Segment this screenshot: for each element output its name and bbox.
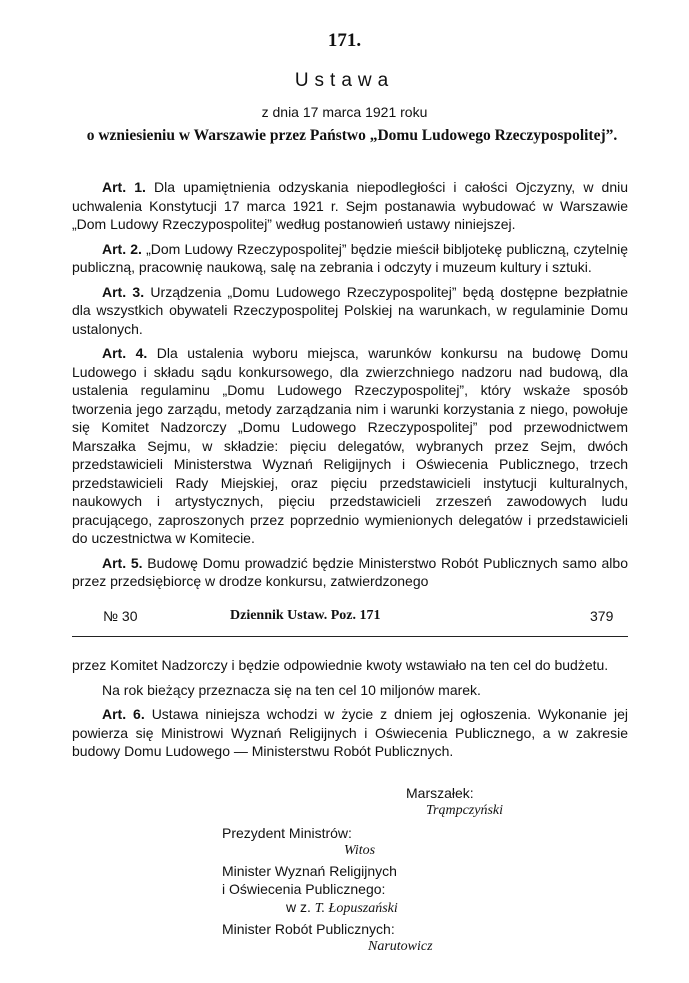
works-minister-signature <box>222 920 433 956</box>
article-4 <box>72 344 628 548</box>
article-3 <box>72 283 628 339</box>
religion-minister-signature <box>222 862 398 918</box>
pm-title: Prezydent Ministrów: <box>222 825 352 841</box>
article-text: Dla upamiętnienia odzyskania niepodległości i całości Ojczyzny, w dniu uchwalenia Konstytucji 17 marca 1921 r. Sejm postanawia wybudować w Warszawie „Dom Ludowy Rzeczypospolitej” według postanowień ustawy niniejszej. <box>72 179 629 232</box>
article-1 <box>72 178 628 234</box>
article-6 <box>72 705 628 761</box>
document-date: z dnia 17 marca 1921 roku <box>261 104 428 120</box>
issue-number: № 30 <box>103 608 138 624</box>
article-text: Dla ustalenia wyboru miejsca, warunków konkursu na budowę Domu Ludowego i składu sądu konkursowego, dla zwierzchniego nadzoru nad budową, dla ustalenia regulaminu „Domu Ludowego Rzeczypospolitej”, który wskaże sposób tworzenia jego zarządu, metody zarządzania nim i warunki korzystania z niego, powołuje się Komitet Nadzorczy „Domu Ludowego Rzeczypospolitej” pod przewodnictwem Marszałka Sejmu, w składzie: pięciu delegatów, wybranych przez Sejm, dwóch przedstawicieli Ministerstwa Wyznań Religijnych i Oświecenia Publicznego, trzech przedstawicieli Rady Miejskiej, oraz pięciu przedstawicieli instytucji kulturalnych, naukowych i artystycznych, pięciu przedstawicieli zrzeszeń zawodowych ludu pracującego, zaproszonych przez poprzednio wymienionych delegatów i przedstawicieli do uczestnictwa w Komitecie. <box>72 345 629 546</box>
marshal-name: Trąmpczyński <box>426 803 503 818</box>
budget-text: Na rok bieżący przeznacza się na ten cel 10 miljonów marek. <box>102 681 481 698</box>
article-label: Art. 2. <box>102 240 142 257</box>
religion-name: T. Łopuszański <box>314 901 398 916</box>
marshal-signature <box>406 784 503 820</box>
religion-title-line-1: Minister Wyznań Religijnych <box>222 863 397 879</box>
religion-signature-line <box>222 898 398 918</box>
position-number: 171. <box>327 30 362 51</box>
article-label: Art. 6. <box>102 706 145 722</box>
article-text: Budowę Domu prowadzić będzie Ministerstwo Robót Publicznych samo albo przez przedsiębiorcę w drodze konkursu, zatwierdzonego <box>72 554 628 589</box>
article-label: Art. 1. <box>102 179 146 195</box>
articles-section <box>72 178 628 597</box>
continuation-text: przez Komitet Nadzorczy i będzie odpowiednie kwoty wstawiało na ten cel do budżetu. <box>72 657 609 673</box>
pm-signature <box>222 824 375 860</box>
works-title: Minister Robót Publicznych: <box>222 921 395 937</box>
footer-divider <box>72 636 628 637</box>
page-number: 379 <box>590 608 614 624</box>
journal-reference: Dziennik Ustaw. Poz. 171 <box>230 608 381 623</box>
works-name: Narutowicz <box>368 939 433 954</box>
document-subject: o wzniesieniu w Warszawie przez Państwo „Domu Ludowego Rzeczypospolitej”. <box>86 127 618 144</box>
article-label: Art. 4. <box>102 345 148 361</box>
article-text: Ustawa niniejsza wchodzi w życie z dniem jej ogłoszenia. Wykonanie jej powierza się Ministrowi Wyznań Religijnych i Oświecenia Publicznego, a w zakresie budowy Domu Ludowego — Ministerstwu Robót Publicznych. <box>72 706 628 759</box>
continuation-section <box>72 656 628 767</box>
article-text: Urządzenia „Domu Ludowego Rzeczypospolitej” będą dostępne bezpłatnie dla wszystkich obywateli Rzeczypospolitej Polskiej na warunkach, w regulaminie Domu ustalonych. <box>72 283 629 337</box>
religion-title-line-2: i Oświecenia Publicznego: <box>222 881 386 897</box>
page-footer <box>0 608 689 628</box>
article-label: Art. 5. <box>102 554 143 571</box>
pm-name: Witos <box>344 843 376 858</box>
article-5 <box>72 554 628 591</box>
marshal-title: Marszałek: <box>406 785 474 801</box>
article-label: Art. 3. <box>102 283 145 300</box>
article-2 <box>72 240 628 277</box>
article-text: „Dom Ludowy Rzeczypospolitej” będzie mieścił bibljotekę publiczną, czytelnię publiczną, pracownię naukową, salę na zebrania i odczyty i muzeum kultury i sztuki. <box>72 240 629 275</box>
religion-prefix: w z. <box>286 899 311 915</box>
document-title: Ustawa <box>294 70 395 91</box>
